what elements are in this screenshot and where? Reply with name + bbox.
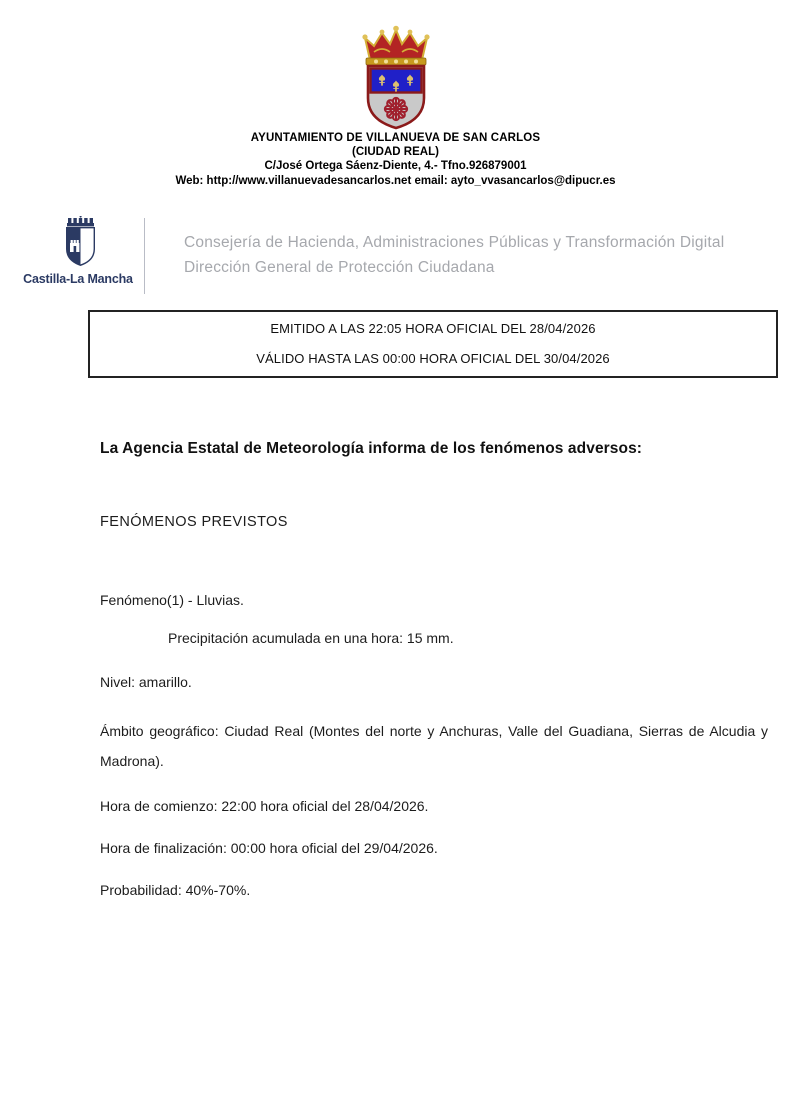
phenomenon-end-time: Hora de finalización: 00:00 hora oficial del 29/04/2026. [100, 840, 438, 856]
section-title-forecast-phenomena: FENÓMENOS PREVISTOS [100, 514, 288, 530]
valid-until-line: VÁLIDO HASTA LAS 00:00 HORA OFICIAL DEL 30/04/2026 [256, 351, 610, 366]
phenomenon-level: Nivel: amarillo. [100, 674, 192, 690]
phenomenon-geographic-scope: Ámbito geográfico: Ciudad Real (Montes del norte y Anchuras, Valle del Guadiana, Sierras de Alcudia y Madrona). [100, 723, 768, 769]
municipal-crest-container [0, 22, 791, 130]
province-name: (CIUDAD REAL) [352, 146, 439, 158]
municipal-header [0, 131, 791, 189]
phenomenon-probability: Probabilidad: 40%-70%. [100, 882, 251, 898]
department-text [184, 230, 784, 280]
municipality-name: AYUNTAMIENTO DE VILLANUEVA DE SAN CARLOS [250, 132, 541, 144]
aemet-heading: La Agencia Estatal de Meteorología informa de los fenómenos adversos: [100, 440, 643, 457]
logo-divider [144, 218, 145, 294]
coat-of-arms-icon [352, 22, 440, 130]
phenomenon-name: Fenómeno(1) - Lluvias. [100, 592, 244, 608]
issued-time-line: EMITIDO A LAS 22:05 HORA OFICIAL DEL 28/04/2026 [270, 321, 596, 336]
address-phone: C/José Ortega Sáenz-Diente, 4.- Tfno.926879001 [264, 160, 527, 172]
validity-box [88, 310, 778, 378]
regional-government-band [18, 214, 778, 296]
castilla-la-mancha-wordmark: Castilla-La Mancha [23, 272, 133, 286]
phenomenon-start-time: Hora de comienzo: 22:00 hora oficial del 28/04/2026. [100, 798, 429, 814]
department-line-1: Consejería de Hacienda, Administraciones Públicas y Transformación Digital [184, 234, 725, 251]
document-body [100, 440, 768, 924]
web-email: Web: http://www.villanuevadesancarlos.net email: ayto_vvasancarlos@dipucr.es [175, 175, 616, 187]
department-line-2: Dirección General de Protección Ciudadana [184, 259, 495, 276]
phenomenon-detail-precipitation: Precipitación acumulada en una hora: 15 mm. [168, 630, 454, 646]
castilla-la-mancha-logo [18, 214, 138, 294]
castilla-la-mancha-shield-icon [62, 216, 102, 268]
